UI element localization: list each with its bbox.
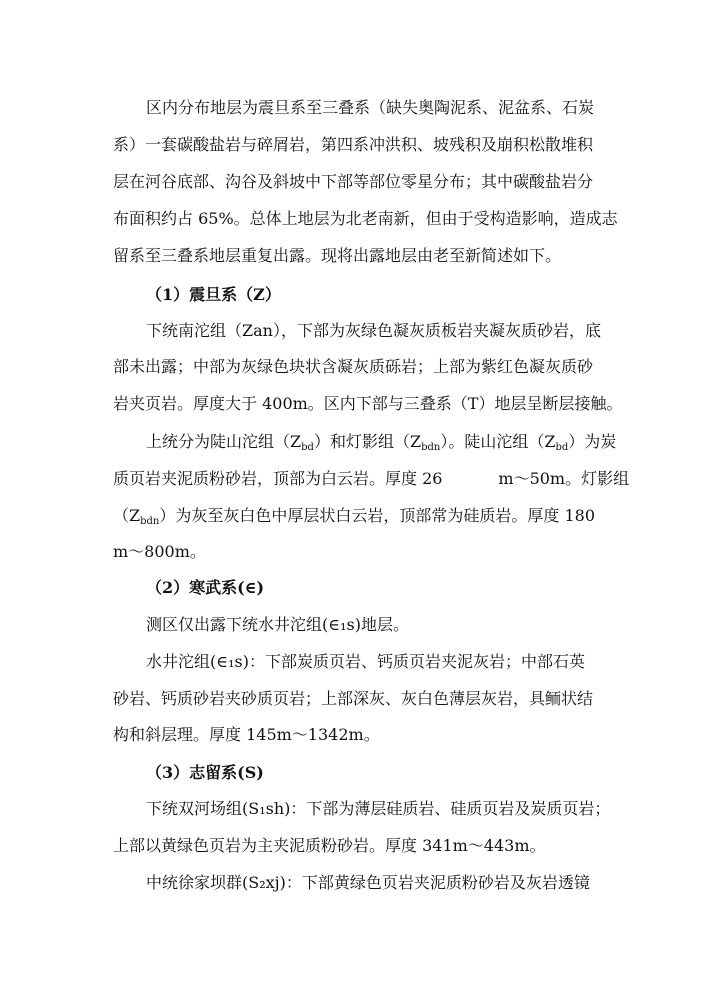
subscript: bd <box>555 442 569 453</box>
text-run: ）为炭 <box>568 432 617 451</box>
paragraph-line: 下统南沱组（Zan），下部为灰绿色凝灰质板岩夹凝灰质砂岩，底 <box>146 321 601 340</box>
paragraph-line: m～800m。 <box>113 542 206 561</box>
paragraph-line: 系）一套碳酸盐岩与碎屑岩，第四系冲洪积、坡残积及崩积松散堆积 <box>113 135 594 154</box>
subscript: bd <box>301 442 314 453</box>
paragraph-line: 留系至三叠系地层重复出露。现将出露地层由老至新简述如下。 <box>113 246 562 265</box>
paragraph-line: 构和斜层理。厚度 145m～1342m。 <box>113 725 380 744</box>
section-heading: （1）震旦系（Z） <box>146 285 281 304</box>
paragraph-line: 砂岩、钙质砂岩夹砂质页岩；上部深灰、灰白色薄层灰岩，具鲕状结 <box>113 689 594 708</box>
paragraph-line: 层在河谷底部、沟谷及斜坡中下部等部位零星分布；其中碳酸盐岩分 <box>113 172 594 191</box>
text-run: ）为灰至灰白色中厚层状白云岩，顶部常为硅质岩。厚度 180 <box>159 506 596 525</box>
paragraph-line: 下统双河场组(S₁sh)：下部为薄层硅质岩、硅质页岩及炭质页岩； <box>146 799 611 818</box>
paragraph-line: 区内分布地层为震旦系至三叠系（缺失奥陶泥系、泥盆系、石炭 <box>146 98 595 117</box>
paragraph-line: 中统徐家坝群(S₂xj)：下部黄绿色页岩夹泥质粉砂岩及灰岩透镜 <box>146 873 590 892</box>
text-run: （Z <box>113 506 141 525</box>
subscript: bdn <box>421 442 441 453</box>
paragraph-line: 水井沱组(∈₁s)：下部炭质页岩、钙质页岩夹泥灰岩；中部石英 <box>146 652 585 671</box>
paragraph-line: 岩夹页岩。厚度大于 400m。区内下部与三叠系（T）地层呈断层接触。 <box>113 394 623 413</box>
paragraph-line <box>146 432 616 452</box>
text-run: ）和灯影组（Z <box>313 432 422 451</box>
paragraph-line: 质页岩夹泥质粉砂岩，顶部为白云岩。厚度 26 m～50m。灯影组 <box>113 469 630 488</box>
section-heading: （2）寒武系(∈) <box>146 578 265 597</box>
paragraph-line: 上部以黄绿色页岩为主夹泥质粉砂岩。厚度 341m～443m。 <box>113 836 546 855</box>
paragraph-line <box>113 506 595 526</box>
text-run: 上统分为陡山沱组（Z <box>146 432 302 451</box>
paragraph-line: 测区仅出露下统水井沱组(∈₁s)地层。 <box>146 615 409 634</box>
paragraph-line: 布面积约占 65%。总体上地层为北老南新，但由于受构造影响，造成志 <box>113 209 618 228</box>
section-heading: （3）志留系(S) <box>146 763 264 782</box>
subscript: bdn <box>140 516 160 527</box>
paragraph-line: 部未出露；中部为灰绿色块状含凝灰质砾岩；上部为紫红色凝灰质砂 <box>113 357 594 376</box>
text-run: ）。陡山沱组（Z <box>440 432 556 451</box>
